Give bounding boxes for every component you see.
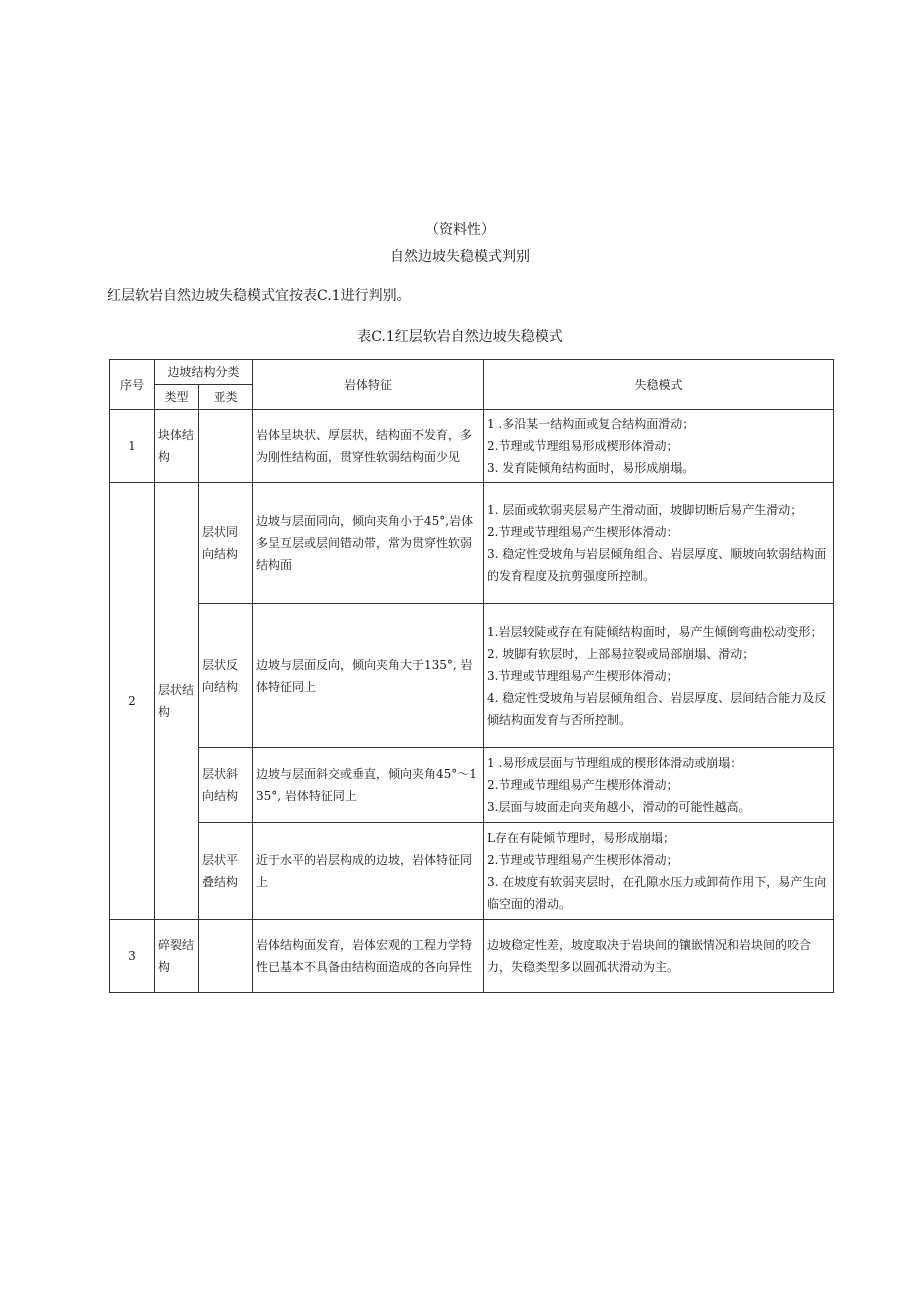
structure-type: 层状结构	[155, 483, 199, 920]
header-mode: 失稳模式	[484, 360, 834, 410]
structure-subtype: 层状斜向结构	[199, 748, 253, 823]
row-number: 2	[110, 483, 155, 920]
failure-mode-item: 3. 稳定性受坡角与岩层倾角组合、岩层厚度、顺坡向软弱结构面的发育程度及抗剪强度所控制。	[487, 547, 827, 583]
row-number: 3	[110, 920, 155, 993]
appendix-title: 自然边坡失稳模式判别	[390, 249, 530, 265]
structure-subtype	[199, 920, 253, 993]
header-feature: 岩体特征	[253, 360, 484, 410]
structure-subtype: 层状平叠结构	[199, 823, 253, 920]
failure-mode-table	[109, 359, 834, 993]
rock-feature: 岩体呈块状、厚层状，结构面不发育，多为刚性结构面，贯穿性软弱结构面少见	[253, 410, 484, 483]
header-class: 边坡结构分类	[155, 360, 253, 385]
structure-subtype	[199, 410, 253, 483]
header-subtype: 亚类	[199, 385, 253, 410]
failure-mode-item: 4. 稳定性受坡角与岩层倾角组合、岩层厚度、层间结合能力及反倾结构面发育与否所控制。	[487, 690, 827, 727]
table-row	[110, 483, 834, 604]
failure-mode-item: 3. 发育陡倾角结构面时，易形成崩塌。	[487, 461, 695, 475]
table-row	[110, 748, 834, 823]
table-row	[110, 410, 834, 483]
failure-modes	[484, 410, 834, 483]
failure-modes	[484, 483, 834, 604]
structure-subtype: 层状同向结构	[199, 483, 253, 604]
failure-mode-item: 1 .多沿某一结构面或复合结构面滑动；	[487, 417, 695, 431]
structure-type: 碎裂结构	[155, 920, 199, 993]
failure-mode-item: L存在有陡倾节理时，易形成崩塌；	[487, 831, 675, 845]
table-header-row	[110, 360, 834, 385]
structure-subtype: 层状反向结构	[199, 604, 253, 748]
header-type: 类型	[155, 385, 199, 410]
table-row	[110, 604, 834, 748]
table-caption: 表C.1红层软岩自然边坡失稳模式	[357, 329, 563, 345]
failure-mode-item: 2.节理或节理组易产生楔形体滑动；	[487, 853, 679, 867]
failure-mode-item: 3.层面与坡面走向夹角越小，滑动的可能性越高。	[487, 800, 751, 814]
rock-feature: 边坡与层面斜交或垂直，倾向夹角45°～135°, 岩体特征同上	[253, 748, 484, 823]
appendix-nature-label: （资料性）	[425, 222, 495, 238]
rock-feature: 近于水平的岩层构成的边坡，岩体特征同上	[253, 823, 484, 920]
failure-mode-item: 2.节理或节理组易产生楔形体滑动：	[487, 525, 679, 539]
failure-mode-item: 1.岩层较陡或存在有陡倾结构面时，易产生倾倒弯曲松动变形；	[487, 624, 823, 639]
intro-paragraph: 红层软岩自然边坡失稳模式宜按表C.1进行判别。	[107, 288, 411, 304]
table-row	[110, 920, 834, 993]
rock-feature: 边坡与层面同向，倾向夹角小于45°,岩体多呈互层或层间错动带，常为贯穿性软弱结构面	[253, 483, 484, 604]
header-no: 序号	[110, 360, 155, 410]
rock-feature: 边坡与层面反向，倾向夹角大于135°, 岩体特征同上	[253, 604, 484, 748]
failure-modes	[484, 748, 834, 823]
failure-modes	[484, 823, 834, 920]
row-number: 1	[110, 410, 155, 483]
failure-mode-item: 2. 坡脚有软层时，上部易拉裂或局部崩塌、滑动；	[487, 646, 755, 661]
failure-mode-item: 1 .易形成层面与节理组成的楔形体滑动或崩塌：	[487, 756, 743, 770]
failure-mode-item: 3.节理或节理组易产生楔形体滑动；	[487, 668, 679, 683]
rock-feature: 岩体结构面发育，岩体宏观的工程力学特性已基本不具备由结构面造成的各向异性	[253, 920, 484, 993]
failure-modes	[484, 604, 834, 748]
failure-mode-item: 2.节理或节理组易产生楔形体滑动；	[487, 778, 679, 792]
table-row	[110, 823, 834, 920]
failure-mode-item: 3. 在坡度有软弱夹层时，在孔隙水压力或卸荷作用下，易产生向临空面的滑动。	[487, 875, 827, 911]
failure-mode-item: 1. 层面或软弱夹层易产生滑动面，坡脚切断后易产生滑动；	[487, 503, 803, 517]
failure-modes	[484, 920, 834, 993]
structure-type: 块体结构	[155, 410, 199, 483]
failure-mode-item: 边坡稳定性差，坡度取决于岩块间的镶嵌情况和岩块间的咬合力，失稳类型多以圆孤状滑动为主。	[487, 938, 812, 974]
failure-mode-item: 2.节理或节理组易形成楔形体滑动；	[487, 439, 679, 453]
